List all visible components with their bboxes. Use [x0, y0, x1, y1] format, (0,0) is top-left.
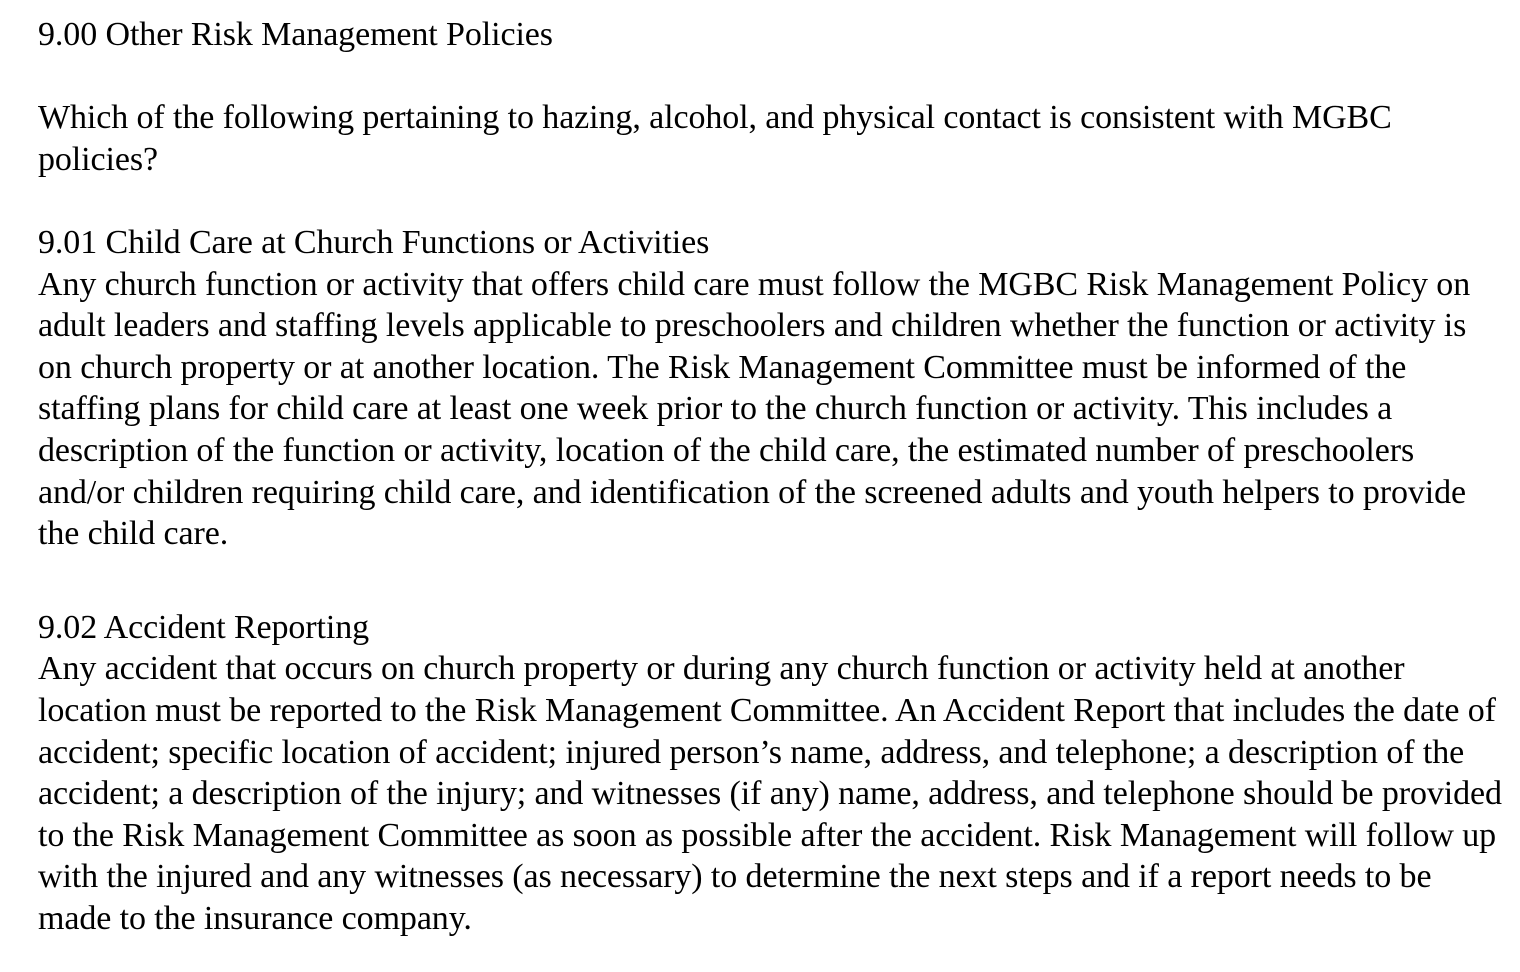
- spacer: [38, 180, 1508, 222]
- document-page: [38, 14, 1508, 939]
- section-title: 9.00 Other Risk Management Policies: [38, 16, 553, 53]
- question-text: Which of the following pertaining to hazing, alcohol, and physical contact is consistent with MGBC policies?: [38, 99, 1392, 178]
- section-heading: 9.01 Child Care at Church Functions or Activities: [38, 223, 710, 261]
- section-child-care: [38, 222, 1508, 555]
- spacer: [38, 56, 1508, 98]
- section-body: Any church function or activity that offers child care must follow the MGBC Risk Management Policy on adult leaders and staffing levels applicable to preschoolers and children whether the function or activity is on church property or at another location. The Risk Management Committee must be informed of the staffing plans for child care at least one week prior to the church function or activity. This includes a description of the function or activity, location of the child care, the estimated number of preschoolers and/or children requiring child care, and identification of the screened adults and youth helpers to provide the child care.: [38, 265, 1471, 553]
- section-accident-reporting: [38, 607, 1508, 940]
- spacer: [38, 555, 1508, 607]
- section-body: Any accident that occurs on church property or during any church function or activity held at another location must be reported to the Risk Management Committee. An Accident Report that includes the date of accident; specific location of accident; injured person’s name, address, and telephone; a description of the accident; a description of the injury; and witnesses (if any) name, address, and telephone should be provided to the Risk Management Committee as soon as possible after the accident. Risk Management will follow up with the injured and any witnesses (as necessary) to determine the next steps and if a report needs to be made to the insurance company.: [38, 650, 1502, 937]
- section-heading: 9.02 Accident Reporting: [38, 608, 370, 646]
